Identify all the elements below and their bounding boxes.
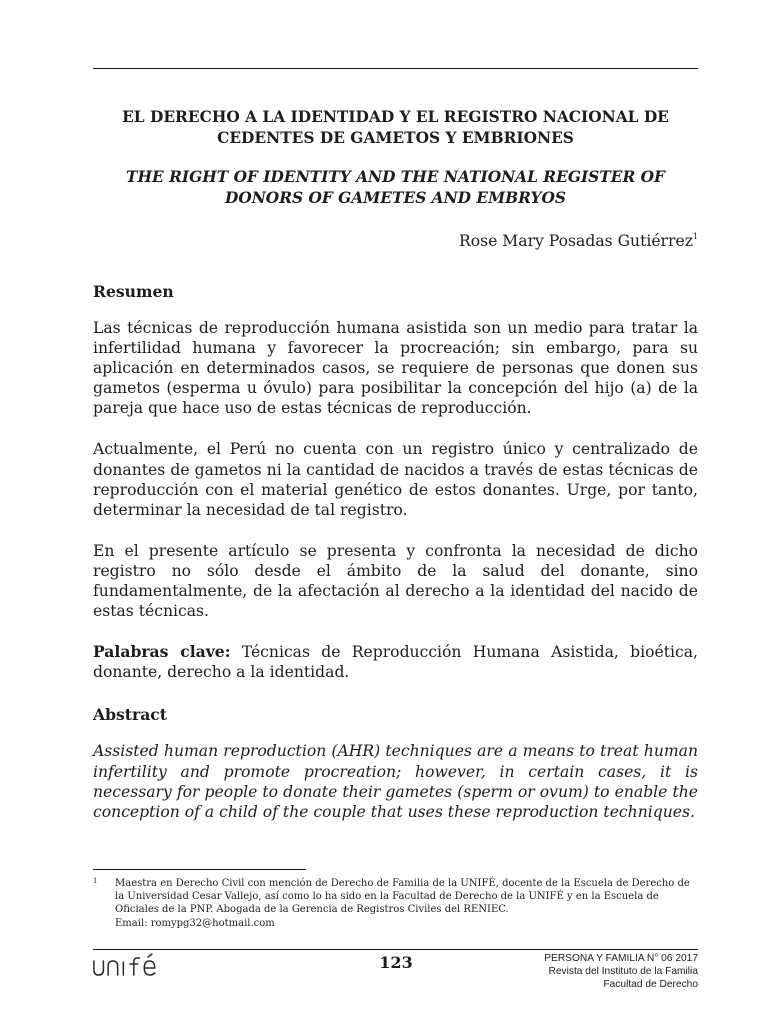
author-footnote-marker[interactable]: 1 — [692, 232, 698, 241]
footnote — [93, 877, 698, 930]
author-line — [93, 231, 698, 251]
page-number: 123 — [379, 953, 413, 972]
footnote-email[interactable]: Email: romypg32@hotmail.com — [115, 917, 275, 929]
resumen-heading: Resumen — [93, 282, 174, 301]
keywords-paragraph — [93, 642, 698, 682]
footnote-body: Maestra en Derecho Civil con mención de Derecho de Familia de la UNIFÉ, docente de la Escuela de Derecho de la Universidad Cesar Vallejo, así como lo ha sido en la Facultad de Derecho de la UNIFÉ y en la Escuela de Oficiales de la PNP. Abogada de la Gerencia de Registros Civiles del RENIEC. — [115, 878, 690, 916]
journal-info — [438, 952, 698, 991]
footnote-marker: 1 — [93, 877, 98, 885]
footnote-rule — [93, 869, 306, 870]
journal-institute: Revista del Instituto de la Familia — [548, 966, 698, 977]
unife-logo-mark — [92, 951, 166, 979]
abstract-paragraph: Assisted human reproduction (AHR) techniques are a means to treat human infertility and promote procreation; however, in certain cases, it is necessary for people to donate their gametes (sperm or ovum) to enable the conception of a child of the couple that uses these reproduction techniques. — [93, 742, 698, 821]
author-name: Rose Mary Posadas Gutiérrez — [458, 232, 693, 250]
article-title-spanish: EL DERECHO A LA IDENTIDAD Y EL REGISTRO NACIONAL DE CEDENTES DE GAMETOS Y EMBRIONES — [122, 108, 669, 147]
keywords-label: Palabras clave: — [93, 642, 231, 662]
article-title-english: THE RIGHT OF IDENTITY AND THE NATIONAL REGISTER OF DONORS OF GAMETES AND EMBRYOS — [126, 168, 665, 207]
unife-logo — [92, 951, 166, 979]
keywords-text: Técnicas de Reproducción Humana Asistida, bioética, donante, derecho a la identidad. — [93, 643, 698, 682]
journal-faculty: Facultad de Derecho — [603, 979, 698, 990]
article-body — [93, 107, 698, 822]
footnote-text — [115, 877, 698, 930]
resumen-paragraph-1: Las técnicas de reproducción humana asistida son un medio para tratar la infertilidad humana y favorecer la procreación; sin embargo, para su aplicación en determinados casos, se requiere de personas que donen sus gametos (esperma u óvulo) para posibilitar la concepción del hijo (a) de la pareja que hace uso de estas técnicas de reproducción. — [93, 319, 698, 418]
footer-rule — [93, 949, 698, 950]
resumen-paragraph-3: En el presente artículo se presenta y confronta la necesidad de dicho registro no sólo desde el ámbito de la salud del donante, sino fundamentalmente, de la afectación al derecho a la identidad del nacido de estas técnicas. — [93, 541, 698, 621]
resumen-paragraph-2: Actualmente, el Perú no cuenta con un registro único y centralizado de donantes de gametos ni la cantidad de nacidos a través de estas técnicas de reproducción con el material genético de estos donantes. Urge, por tanto, determinar la necesidad de tal registro. — [93, 440, 698, 519]
journal-issue: PERSONA Y FAMILIA N° 06 2017 — [544, 953, 698, 964]
header-rule — [93, 68, 698, 69]
abstract-heading: Abstract — [93, 705, 168, 725]
